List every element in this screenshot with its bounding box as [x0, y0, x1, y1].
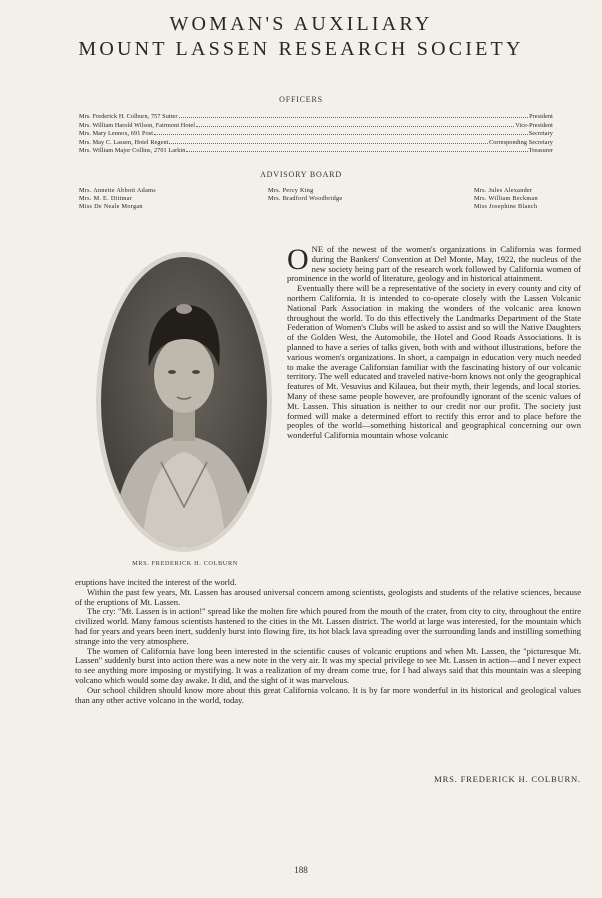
page-title-line1: WOMAN'S AUXILIARY [169, 13, 433, 35]
advisory-column-3 [474, 187, 538, 211]
paragraph: Eventually there will be a representative of the society in every county and city of northern California. It is intended to co-operate closely with the Lassen Volcanic National Park Association in making the wonders of the volcanic area known throughout the world. To do this effectively the Landmarks Department of the State Federation of Women's Clubs will be asked to assist and so will the Native Daughters of the Golden West, the Automobile, the Hotel and Good Roads Associations. It is planned to have a series of talks given, both with and without illustrations, before the various women's organizations. In short, a campaign in education very much needed to make the average Californian familiar with the fascinating history of our volcanic territory. The well educated and traveled native-born knows not only the geographical features of Mt. Vesuvius and Kilauea, but their myth, their legends, and local stories. Many of these same people however, are profoundly ignorant of the scenic values of Mt. Lassen. This situation is neither to our credit nor our profit. The society just formed will make a determined effort to rectify this error and to place before the peoples of the world—something historical and geographical concerning our own wonderful California mountain whose volcanic [287, 283, 581, 441]
advisory-member: Mrs. Percy King [268, 187, 314, 194]
advisory-member: Mrs. M. E. Dittmar [79, 195, 133, 202]
officer-role: Secretary [528, 130, 553, 137]
advisory-member: Miss De Neale Morgan [79, 203, 143, 210]
advisory-heading: ADVISORY BOARD [260, 170, 342, 179]
paragraph: Within the past few years, Mt. Lassen has aroused universal concern among scientists, geologists and students of the relative sciences, because of the eruptions of Mt. Lassen. [75, 586, 581, 607]
officer-row [79, 129, 553, 138]
advisory-member: Mrs. William Beckman [474, 195, 538, 202]
paragraph: The women of California have long been interested in the scientific causes of volcanic eruptions and when Mt. Lassen, the "picturesque Mt. Lassen" suddenly burst into action there was a new note in the very air. It was my special privilege to see Mt. Lassen in action—and I never expect to see anything more imposing or mystifying. It was a realization of my dream come true, for I had always said that this mountain was a sleeping volcano which would some day awake. It did, and the sight of it was marvelous. [75, 645, 581, 685]
paragraph: The cry: "Mt. Lassen is in action!" spread like the molten fire which poured from the mouth of the crater, from city to city, throughout the entire civilized world. Many famous scientists hastened to the cities in the Mt. Lassen district. The world at large was interested, for the mountain which had for years and years been inert, suddenly burst into flowing fire, its hot black lava spreading over the surrounding lands and instilling something strange into the very atmosphere. [75, 606, 581, 646]
page-title-line2: MOUNT LASSEN RESEARCH SOCIETY [78, 38, 524, 60]
officer-name: Mrs. May C. Lassen, Hotel Regent [79, 138, 169, 146]
portrait-caption: MRS. FREDERICK H. COLBURN [132, 560, 238, 567]
officer-row [79, 112, 553, 121]
officer-row [79, 146, 553, 155]
officer-row [79, 138, 553, 147]
leader-dots [154, 129, 528, 135]
signature: MRS. FREDERICK H. COLBURN. [434, 774, 581, 784]
officers-list [79, 112, 553, 155]
page-number: 188 [294, 865, 308, 875]
article-body [75, 578, 581, 705]
officer-name: Mrs. Frederick H. Colburn, 757 Sutter [79, 113, 178, 120]
article-column [287, 245, 581, 441]
advisory-member: Miss Josephine Blanch [474, 203, 538, 210]
paragraph [287, 245, 581, 284]
officer-name: Mrs. Mary Lennox, 691 Post [79, 130, 154, 137]
leader-dots [169, 138, 488, 144]
paragraph-text: NE of the newest of the women's organizations in California was formed during the Bankers' Convention at Del Monte, May, 1922, the nucleus of the new society being part of the research work followed by California women of prominence in the world of literature, geology and in historical attainment. [287, 244, 581, 284]
officers-heading: OFFICERS [279, 95, 323, 104]
leader-dots [196, 121, 514, 127]
advisory-member: Mrs. Bradford Woodbridge [268, 195, 343, 202]
advisory-member: Mrs. Jules Alexander [474, 187, 533, 194]
advisory-column-2 [268, 187, 342, 203]
drop-cap: O [287, 243, 309, 276]
leader-dots [179, 112, 528, 118]
officer-row [79, 121, 553, 130]
portrait-photo [96, 252, 272, 552]
paragraph: Our school children should know more about this great California volcano. It is by far more wonderful in its historical and geological values than any other active volcano in the world, today. [75, 684, 581, 705]
officer-role: Corresponding Secretary [489, 138, 553, 146]
advisory-column-1 [79, 187, 156, 211]
advisory-member: Mrs. Annette Abbott Adams [79, 187, 156, 194]
officer-name: Mrs. William Major Collins, 2701 Larkin [79, 147, 186, 154]
officer-role: Treasurer [528, 147, 553, 154]
officer-role: President [529, 113, 553, 120]
paragraph: eruptions have incited the interest of the world. [75, 577, 237, 587]
leader-dots [186, 146, 527, 152]
portrait-image [101, 257, 267, 547]
officer-name: Mrs. William Harold Wilson, Fairmont Hotel [79, 121, 196, 129]
officer-role: Vice-President [515, 121, 553, 129]
